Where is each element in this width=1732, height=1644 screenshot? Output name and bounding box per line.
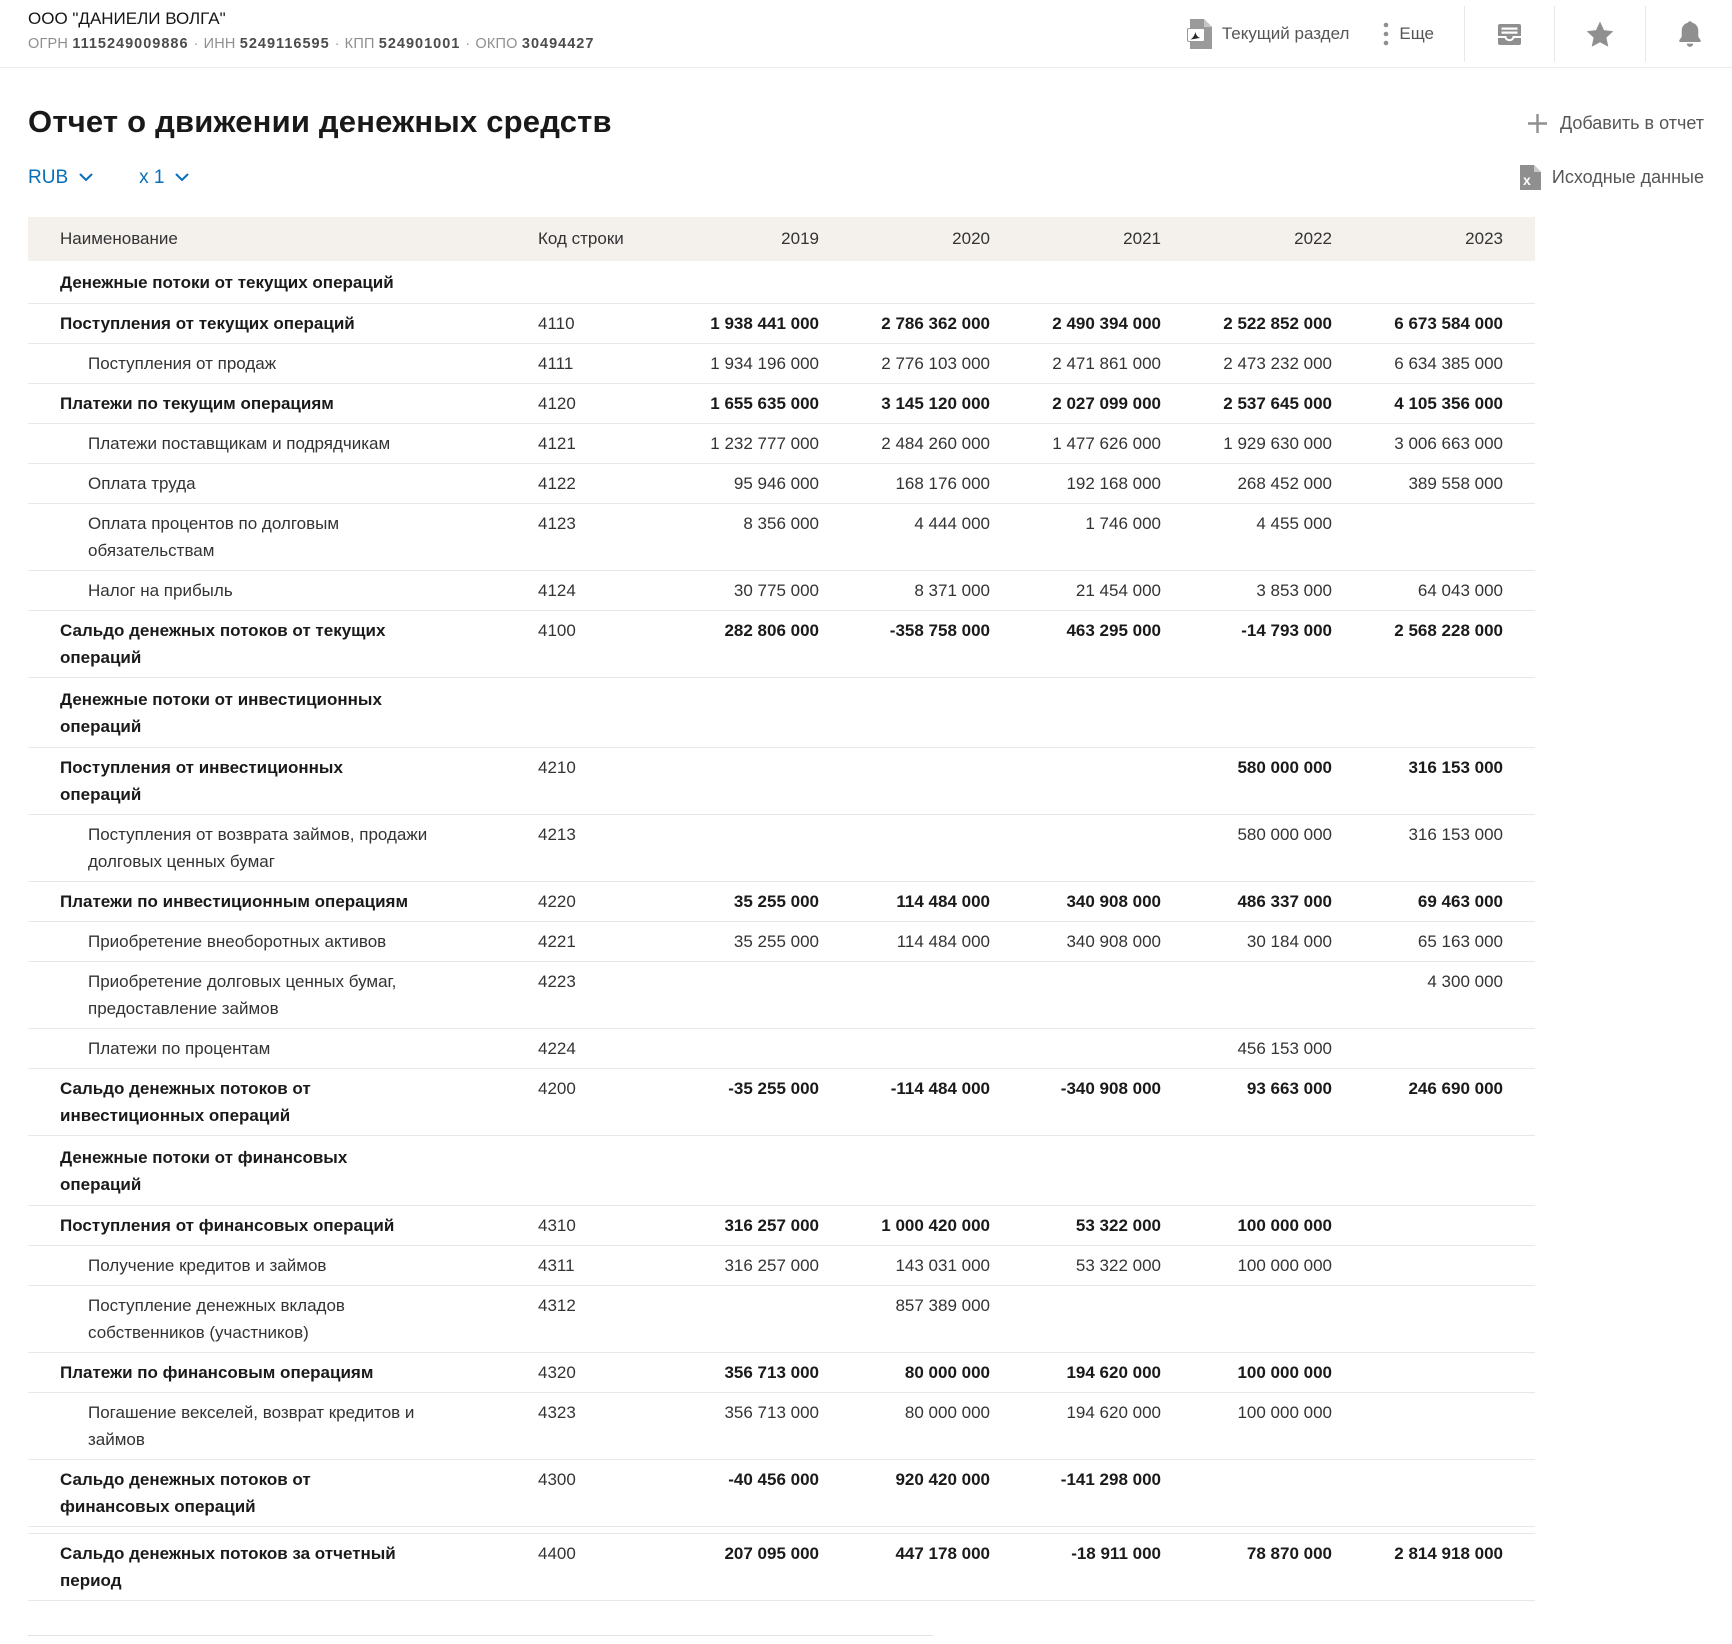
row-value: 4 444 000 — [914, 514, 990, 533]
row-label: Денежные потоки от финансовых операций — [60, 1148, 348, 1194]
registry-value: 5249116595 — [239, 36, 330, 52]
row-label: Платежи по текущим операциям — [60, 394, 334, 413]
row-value — [819, 968, 990, 1022]
star-icon — [1585, 20, 1615, 49]
row-value — [990, 686, 1161, 740]
registry-label: ИНН — [203, 36, 240, 52]
row-value: 6 673 584 000 — [1394, 314, 1503, 333]
pdf-icon — [1187, 19, 1212, 49]
row-value: 356 713 000 — [724, 1363, 819, 1382]
registry-value: 30494427 — [521, 36, 595, 52]
row-value: 316 257 000 — [724, 1256, 819, 1275]
row-value: 100 000 000 — [1237, 1403, 1332, 1422]
row-label: Сальдо денежных потоков от текущих операций — [60, 621, 386, 667]
row-value — [648, 821, 819, 875]
row-value: 1 938 441 000 — [710, 314, 819, 333]
plus-icon — [1526, 112, 1549, 135]
currency-dropdown[interactable] — [28, 167, 93, 189]
row-value — [819, 821, 990, 875]
dot-separator: · — [193, 36, 199, 52]
row-value: -340 908 000 — [1060, 1079, 1161, 1098]
row-label: Поступления от продаж — [88, 354, 277, 373]
row-value: -358 758 000 — [889, 621, 990, 640]
registry-label: КПП — [344, 36, 379, 52]
row-value: -40 456 000 — [728, 1470, 819, 1489]
row-value — [990, 269, 1161, 296]
row-value — [990, 754, 1161, 808]
row-value: 4 455 000 — [1256, 514, 1332, 533]
row-value: 920 420 000 — [895, 1470, 990, 1489]
row-code: 4300 — [538, 1470, 576, 1489]
row-value: 143 031 000 — [895, 1256, 990, 1275]
title-row — [0, 104, 1732, 140]
table-row — [28, 678, 1535, 748]
row-value: 21 454 000 — [1075, 581, 1161, 600]
row-value: 2 490 394 000 — [1052, 314, 1161, 333]
row-value: 463 295 000 — [1066, 621, 1161, 640]
row-value: 2 568 228 000 — [1394, 621, 1503, 640]
multiplier-value: x 1 — [139, 166, 165, 188]
row-value — [648, 1035, 819, 1062]
row-value: 64 043 000 — [1417, 581, 1503, 600]
row-value: 2 471 861 000 — [1052, 354, 1161, 373]
row-value — [1161, 1466, 1332, 1520]
table-row — [28, 571, 1535, 611]
row-label: Платежи по инвестиционным операциям — [60, 892, 409, 911]
row-value: 4 105 356 000 — [1394, 394, 1503, 413]
kebab-icon — [1383, 21, 1389, 47]
row-value: 65 163 000 — [1417, 932, 1503, 951]
row-value — [1332, 1252, 1503, 1279]
row-value: 53 322 000 — [1075, 1216, 1161, 1235]
row-value: 194 620 000 — [1066, 1363, 1161, 1382]
row-value: 207 095 000 — [724, 1544, 819, 1563]
table-row — [28, 1460, 1535, 1527]
row-value — [648, 1292, 819, 1346]
row-value — [1332, 510, 1503, 564]
column-year: 2022 — [1294, 229, 1332, 248]
row-code: 4111 — [538, 354, 574, 373]
row-value: 447 178 000 — [895, 1544, 990, 1563]
bell-icon — [1676, 19, 1704, 49]
row-code — [538, 269, 648, 296]
registry-label: ОГРН — [28, 36, 73, 52]
table-row — [28, 922, 1535, 962]
column-year: 2023 — [1465, 229, 1503, 248]
excel-icon — [1518, 164, 1542, 191]
row-code: 4213 — [538, 825, 576, 844]
row-value: 2 814 918 000 — [1394, 1544, 1503, 1563]
source-data-label: Исходные данные — [1551, 167, 1704, 187]
row-code: 4200 — [538, 1079, 576, 1098]
registry-value: 1115249009886 — [72, 36, 189, 52]
add-to-report-label: Добавить в отчет — [1559, 113, 1704, 133]
topbar-separator — [1554, 6, 1555, 62]
row-value: -18 911 000 — [1071, 1544, 1161, 1563]
row-value: 456 153 000 — [1237, 1039, 1332, 1058]
row-value: 80 000 000 — [904, 1363, 990, 1382]
row-code: 4323 — [538, 1403, 576, 1422]
topbar-separator — [1464, 6, 1465, 62]
row-label: Платежи по финансовым операциям — [60, 1363, 374, 1382]
row-value — [648, 1144, 819, 1198]
row-code: 4312 — [538, 1296, 576, 1315]
row-label: Поступления от возврата займов, продажи долговых ценных бумаг — [88, 825, 428, 871]
table-body — [28, 261, 1535, 1601]
table-row — [28, 424, 1535, 464]
row-value — [1161, 269, 1332, 296]
table-row — [28, 464, 1535, 504]
row-value — [1332, 269, 1503, 296]
row-value: 93 663 000 — [1246, 1079, 1332, 1098]
row-label: Поступления от инвестиционных операций — [60, 758, 343, 804]
row-label: Погашение векселей, возврат кредитов и займов — [88, 1403, 415, 1449]
row-value: 1 934 196 000 — [710, 354, 819, 373]
row-value: 8 356 000 — [743, 514, 819, 533]
row-value — [1332, 1292, 1503, 1346]
row-value: 194 620 000 — [1066, 1403, 1161, 1422]
row-value: 340 908 000 — [1066, 932, 1161, 951]
row-value — [648, 686, 819, 740]
controls-row — [0, 164, 1732, 191]
row-value — [990, 1035, 1161, 1062]
row-label: Оплата процентов по долговым обязательствам — [88, 514, 340, 560]
row-value — [1161, 1292, 1332, 1346]
row-value — [990, 968, 1161, 1022]
registry-value: 524901001 — [378, 36, 461, 52]
table-row — [28, 344, 1535, 384]
row-value: 35 255 000 — [733, 892, 819, 911]
row-value — [1332, 1359, 1503, 1386]
row-value: 246 690 000 — [1408, 1079, 1503, 1098]
inbox-icon — [1495, 20, 1524, 48]
column-year: 2019 — [781, 229, 819, 248]
row-value: 30 184 000 — [1246, 932, 1332, 951]
row-code: 4320 — [538, 1363, 576, 1382]
company-registry-line — [28, 36, 594, 52]
row-value: 1 477 626 000 — [1052, 434, 1161, 453]
row-code: 4123 — [538, 514, 576, 533]
row-label: Платежи по процентам — [88, 1039, 271, 1058]
row-value: 78 870 000 — [1246, 1544, 1332, 1563]
row-value — [990, 821, 1161, 875]
table-row — [28, 748, 1535, 815]
row-label: Поступление денежных вкладов собственников (участников) — [88, 1296, 345, 1342]
row-value — [990, 1144, 1161, 1198]
registry-label: ОКПО — [475, 36, 522, 52]
row-value — [1161, 968, 1332, 1022]
table-row — [28, 384, 1535, 424]
row-value: 1 929 630 000 — [1223, 434, 1332, 453]
table-row — [28, 1246, 1535, 1286]
row-value: 2 027 099 000 — [1052, 394, 1161, 413]
more-button[interactable] — [1383, 21, 1434, 47]
source-data-button[interactable] — [1518, 164, 1704, 191]
current-section-label: Текущий раздел — [1221, 24, 1350, 43]
row-label: Денежные потоки от текущих операций — [60, 273, 394, 292]
table-row — [28, 1029, 1535, 1069]
column-year: 2020 — [952, 229, 990, 248]
row-value: 1 746 000 — [1085, 514, 1161, 533]
table-row — [28, 1353, 1535, 1393]
row-value — [819, 269, 990, 296]
column-name: Наименование — [60, 229, 178, 248]
row-code: 4110 — [538, 314, 575, 333]
row-value: 580 000 000 — [1237, 825, 1332, 844]
multiplier-dropdown[interactable] — [139, 167, 189, 189]
row-value: 100 000 000 — [1237, 1363, 1332, 1382]
row-value: 340 908 000 — [1066, 892, 1161, 911]
row-value: 486 337 000 — [1237, 892, 1332, 911]
row-value: 2 484 260 000 — [881, 434, 990, 453]
table-row — [28, 1206, 1535, 1246]
row-value — [819, 1144, 990, 1198]
row-label: Сальдо денежных потоков за отчетный период — [60, 1544, 396, 1590]
row-label: Приобретение внеоборотных активов — [88, 932, 387, 951]
chevron-down-icon — [79, 173, 93, 182]
row-value: 3 145 120 000 — [881, 394, 990, 413]
row-value: -14 793 000 — [1241, 621, 1332, 640]
row-value: 3 853 000 — [1256, 581, 1332, 600]
row-value — [1332, 1466, 1503, 1520]
row-value — [648, 968, 819, 1022]
row-value — [648, 754, 819, 808]
row-value: 114 484 000 — [896, 892, 990, 911]
top-bar — [0, 0, 1732, 68]
row-value — [1332, 1212, 1503, 1239]
row-value: 168 176 000 — [895, 474, 990, 493]
row-value: 53 322 000 — [1075, 1256, 1161, 1275]
notifications-button[interactable] — [1676, 19, 1704, 49]
row-code: 4311 — [538, 1256, 575, 1275]
row-label: Получение кредитов и займов — [88, 1256, 327, 1275]
row-value — [819, 1035, 990, 1062]
row-value: 2 776 103 000 — [881, 354, 990, 373]
row-value: 100 000 000 — [1237, 1216, 1332, 1235]
table-row — [28, 882, 1535, 922]
table-row — [28, 261, 1535, 304]
table-row — [28, 1286, 1535, 1353]
row-value: 282 806 000 — [724, 621, 819, 640]
svg-text:x: x — [1522, 172, 1531, 188]
row-code: 4120 — [538, 394, 576, 413]
row-code — [538, 1144, 648, 1198]
row-value: -35 255 000 — [728, 1079, 819, 1098]
row-value: 2 522 852 000 — [1223, 314, 1332, 333]
currency-value: RUB — [28, 166, 69, 188]
column-year: 2021 — [1123, 229, 1161, 248]
row-value: 95 946 000 — [733, 474, 819, 493]
table-row — [28, 1393, 1535, 1460]
row-code: 4121 — [538, 434, 576, 453]
row-value: 580 000 000 — [1237, 758, 1332, 777]
dot-separator: · — [334, 36, 340, 52]
column-code: Код строки — [538, 229, 624, 248]
inbox-button[interactable] — [1495, 20, 1524, 48]
row-code: 4210 — [538, 758, 576, 777]
row-code: 4223 — [538, 972, 576, 991]
row-value: 2 537 645 000 — [1223, 394, 1332, 413]
row-value — [1161, 1144, 1332, 1198]
dot-separator: · — [465, 36, 471, 52]
company-block — [28, 6, 594, 52]
table-header — [28, 217, 1535, 261]
row-code: 4310 — [538, 1216, 576, 1235]
table-row — [28, 962, 1535, 1029]
row-value: -114 484 000 — [890, 1079, 990, 1098]
row-value: 2 473 232 000 — [1223, 354, 1332, 373]
row-label: Сальдо денежных потоков от финансовых операций — [60, 1470, 311, 1516]
row-value: 857 389 000 — [895, 1296, 990, 1315]
row-label: Сальдо денежных потоков от инвестиционных операций — [60, 1079, 311, 1125]
table-row — [28, 1534, 1535, 1601]
row-value: 8 371 000 — [914, 581, 990, 600]
row-value: 114 484 000 — [896, 932, 990, 951]
company-name: ООО "ДАНИЕЛИ ВОЛГА" — [28, 9, 226, 28]
row-value: 389 558 000 — [1408, 474, 1503, 493]
row-value — [819, 686, 990, 740]
add-to-report-button[interactable] — [1526, 112, 1704, 135]
row-label: Платежи поставщикам и подрядчикам — [88, 434, 391, 453]
row-label: Поступления от финансовых операций — [60, 1216, 395, 1235]
row-value: 1 655 635 000 — [710, 394, 819, 413]
row-value — [648, 269, 819, 296]
row-value — [1332, 1399, 1503, 1453]
row-value: 80 000 000 — [904, 1403, 990, 1422]
table-row — [28, 1136, 1535, 1206]
section-divider — [28, 1527, 1535, 1534]
row-code: 4224 — [538, 1039, 576, 1058]
row-value — [819, 754, 990, 808]
table-row — [28, 611, 1535, 678]
row-label: Поступления от текущих операций — [60, 314, 355, 333]
cashflow-table — [28, 217, 1535, 1601]
more-label: Еще — [1399, 24, 1434, 43]
row-value: 192 168 000 — [1066, 474, 1161, 493]
row-value: -141 298 000 — [1060, 1470, 1161, 1489]
row-code: 4100 — [538, 621, 576, 640]
row-value — [1332, 1035, 1503, 1062]
row-value: 100 000 000 — [1237, 1256, 1332, 1275]
table-row — [28, 504, 1535, 571]
page-title: Отчет о движении денежных средств — [28, 104, 612, 139]
row-value: 1 000 420 000 — [881, 1216, 990, 1235]
row-value — [1332, 686, 1503, 740]
chevron-down-icon — [175, 173, 189, 182]
next-section-divider — [28, 1635, 933, 1636]
row-code — [538, 686, 648, 740]
row-value: 268 452 000 — [1237, 474, 1332, 493]
topbar-actions — [1187, 6, 1704, 62]
row-value: 1 232 777 000 — [710, 434, 819, 453]
row-label: Приобретение долговых ценных бумаг, предоставление займов — [88, 972, 397, 1018]
row-value: 35 255 000 — [733, 932, 819, 951]
row-code: 4122 — [538, 474, 576, 493]
row-value: 30 775 000 — [733, 581, 819, 600]
table-row — [28, 815, 1535, 882]
row-value: 316 153 000 — [1408, 825, 1503, 844]
row-label: Оплата труда — [88, 474, 196, 493]
row-code: 4400 — [538, 1544, 576, 1563]
row-label: Налог на прибыль — [88, 581, 233, 600]
row-value: 316 257 000 — [724, 1216, 819, 1235]
row-label: Денежные потоки от инвестиционных операций — [60, 690, 382, 736]
favorites-button[interactable] — [1585, 20, 1615, 49]
row-value: 3 006 663 000 — [1394, 434, 1503, 453]
row-value: 356 713 000 — [724, 1403, 819, 1422]
row-value — [1161, 686, 1332, 740]
row-code: 4221 — [538, 932, 576, 951]
table-row — [28, 304, 1535, 344]
row-value — [990, 1292, 1161, 1346]
table-row — [28, 1069, 1535, 1136]
topbar-separator — [1645, 6, 1646, 62]
row-value: 2 786 362 000 — [881, 314, 990, 333]
row-value — [1332, 1144, 1503, 1198]
row-code: 4220 — [538, 892, 576, 911]
row-value: 69 463 000 — [1417, 892, 1503, 911]
current-section-button[interactable] — [1187, 19, 1350, 49]
row-value: 4 300 000 — [1427, 972, 1503, 991]
row-value: 316 153 000 — [1408, 758, 1503, 777]
row-code: 4124 — [538, 581, 576, 600]
row-value: 6 634 385 000 — [1394, 354, 1503, 373]
